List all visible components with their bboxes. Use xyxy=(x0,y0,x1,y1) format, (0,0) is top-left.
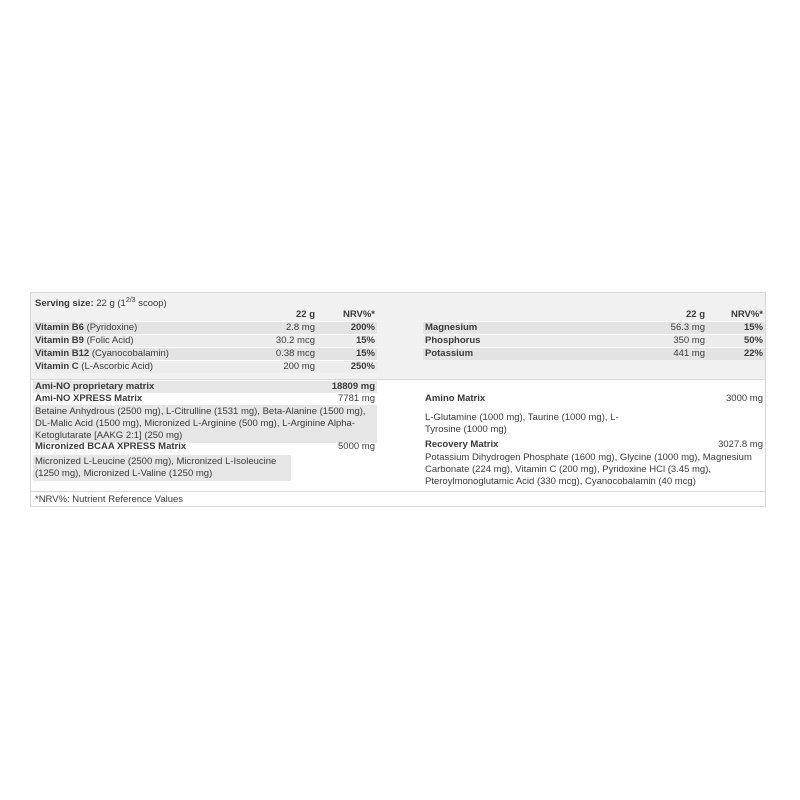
serving-size-suffix: scoop) xyxy=(135,298,167,309)
nutrient-name: Potassium xyxy=(423,348,615,361)
xpress-matrix-row xyxy=(33,393,377,405)
nutrient-subname: (Pyridoxine) xyxy=(83,322,138,333)
table-row xyxy=(423,348,765,361)
amino-matrix-row xyxy=(423,393,765,405)
nutrient-name: Phosphorus xyxy=(423,335,615,348)
vitamins-table xyxy=(33,309,377,373)
nutrient-nrv: 15% xyxy=(317,348,377,361)
xpress-matrix-amount: 7781 mg xyxy=(338,393,375,404)
minerals-header-row xyxy=(423,309,765,322)
minerals-nrv-header: NRV%* xyxy=(730,309,763,320)
nutrient-name: Vitamin C xyxy=(35,361,79,372)
minerals-table xyxy=(423,309,765,360)
xpress-matrix-ingredients: Betaine Anhydrous (2500 mg), L-Citrulline (1531 mg), Beta-Alanine (1500 mg), DL-Malic Acid (1500 mg), Micronized L-Arginine (500 mg), L-Arginine Alpha-Ketoglutarate [AAKG 2:1] (250 mg) xyxy=(33,405,377,443)
nutrient-nrv: 200% xyxy=(317,322,377,335)
nutrient-amount: 0.38 mcg xyxy=(229,348,317,361)
section-divider xyxy=(31,379,765,380)
bcaa-matrix-label: Micronized BCAA XPRESS Matrix xyxy=(35,441,187,452)
serving-size-label: Serving size: xyxy=(35,298,94,309)
footnote: *NRV%: Nutrient Reference Values xyxy=(35,494,184,505)
nutrient-amount: 2.8 mg xyxy=(229,322,317,335)
nutrient-name: Vitamin B9 xyxy=(35,335,84,346)
table-row xyxy=(33,348,377,361)
nutrient-amount: 350 mg xyxy=(615,335,707,348)
nutrient-nrv: 15% xyxy=(707,322,765,335)
recovery-matrix-amount: 3027.8 mg xyxy=(718,439,763,450)
table-row xyxy=(33,335,377,348)
nutrient-amount: 441 mg xyxy=(615,348,707,361)
table-row xyxy=(423,335,765,348)
vitamins-header-row xyxy=(33,309,377,322)
nutrient-name: Magnesium xyxy=(423,322,615,335)
nutrient-amount: 56.3 mg xyxy=(615,322,707,335)
amino-matrix-ingredients: L-Glutamine (1000 mg), Taurine (1000 mg), L-Tyrosine (1000 mg) xyxy=(425,412,619,435)
nutrient-name: Vitamin B6 xyxy=(35,322,84,333)
nutrient-nrv: 15% xyxy=(317,335,377,348)
table-row xyxy=(423,322,765,335)
xpress-matrix-label: Ami-NO XPRESS Matrix xyxy=(35,393,143,404)
amino-matrix-label: Amino Matrix xyxy=(425,393,486,404)
vitamins-amount-header: 22 g xyxy=(295,309,315,320)
nutrient-amount: 200 mg xyxy=(229,361,317,374)
proprietary-matrix-amount: 18809 mg xyxy=(331,381,375,392)
bcaa-matrix-ingredients: Micronized L-Leucine (2500 mg), Micronized L-Isoleucine (1250 mg), Micronized L-Valine (1250 mg) xyxy=(33,455,291,481)
nutrient-subname: (Cyanocobalamin) xyxy=(89,348,169,359)
nutrient-nrv: 22% xyxy=(707,348,765,361)
table-row xyxy=(33,361,377,374)
nutrient-subname: (Folic Acid) xyxy=(83,335,134,346)
amino-matrix-amount: 3000 mg xyxy=(726,393,763,404)
nutrition-facts-panel xyxy=(30,292,766,507)
bcaa-matrix-amount: 5000 mg xyxy=(338,441,375,452)
proprietary-matrix-label: Ami-NO proprietary matrix xyxy=(35,381,155,392)
minerals-amount-header: 22 g xyxy=(685,309,705,320)
bcaa-matrix-row xyxy=(33,441,377,453)
vitamins-nrv-header: NRV%* xyxy=(342,309,375,320)
serving-size-fraction: 2/3 xyxy=(125,297,136,304)
recovery-matrix-label: Recovery Matrix xyxy=(425,439,499,450)
proprietary-matrix-row xyxy=(33,381,377,393)
nutrient-name: Vitamin B12 xyxy=(35,348,90,359)
recovery-matrix-ingredients: Potassium Dihydrogen Phosphate (1600 mg), Glycine (1000 mg), Magnesium Carbonate (224 mg), Vitamin C (200 mg), Pyridoxine HCl (3.45 mg), Pteroylmonoglutamic Acid (330 mcg), Cyanocobalamin (40 mcg) xyxy=(425,452,752,487)
serving-size-value: 22 g (1 xyxy=(96,298,126,309)
recovery-matrix-row xyxy=(423,439,765,451)
nutrient-nrv: 250% xyxy=(317,361,377,374)
nutrient-amount: 30.2 mcg xyxy=(229,335,317,348)
footnote-divider xyxy=(31,491,765,492)
table-row xyxy=(33,322,377,335)
nutrient-nrv: 50% xyxy=(707,335,765,348)
nutrient-subname: (L-Ascorbic Acid) xyxy=(78,361,154,372)
